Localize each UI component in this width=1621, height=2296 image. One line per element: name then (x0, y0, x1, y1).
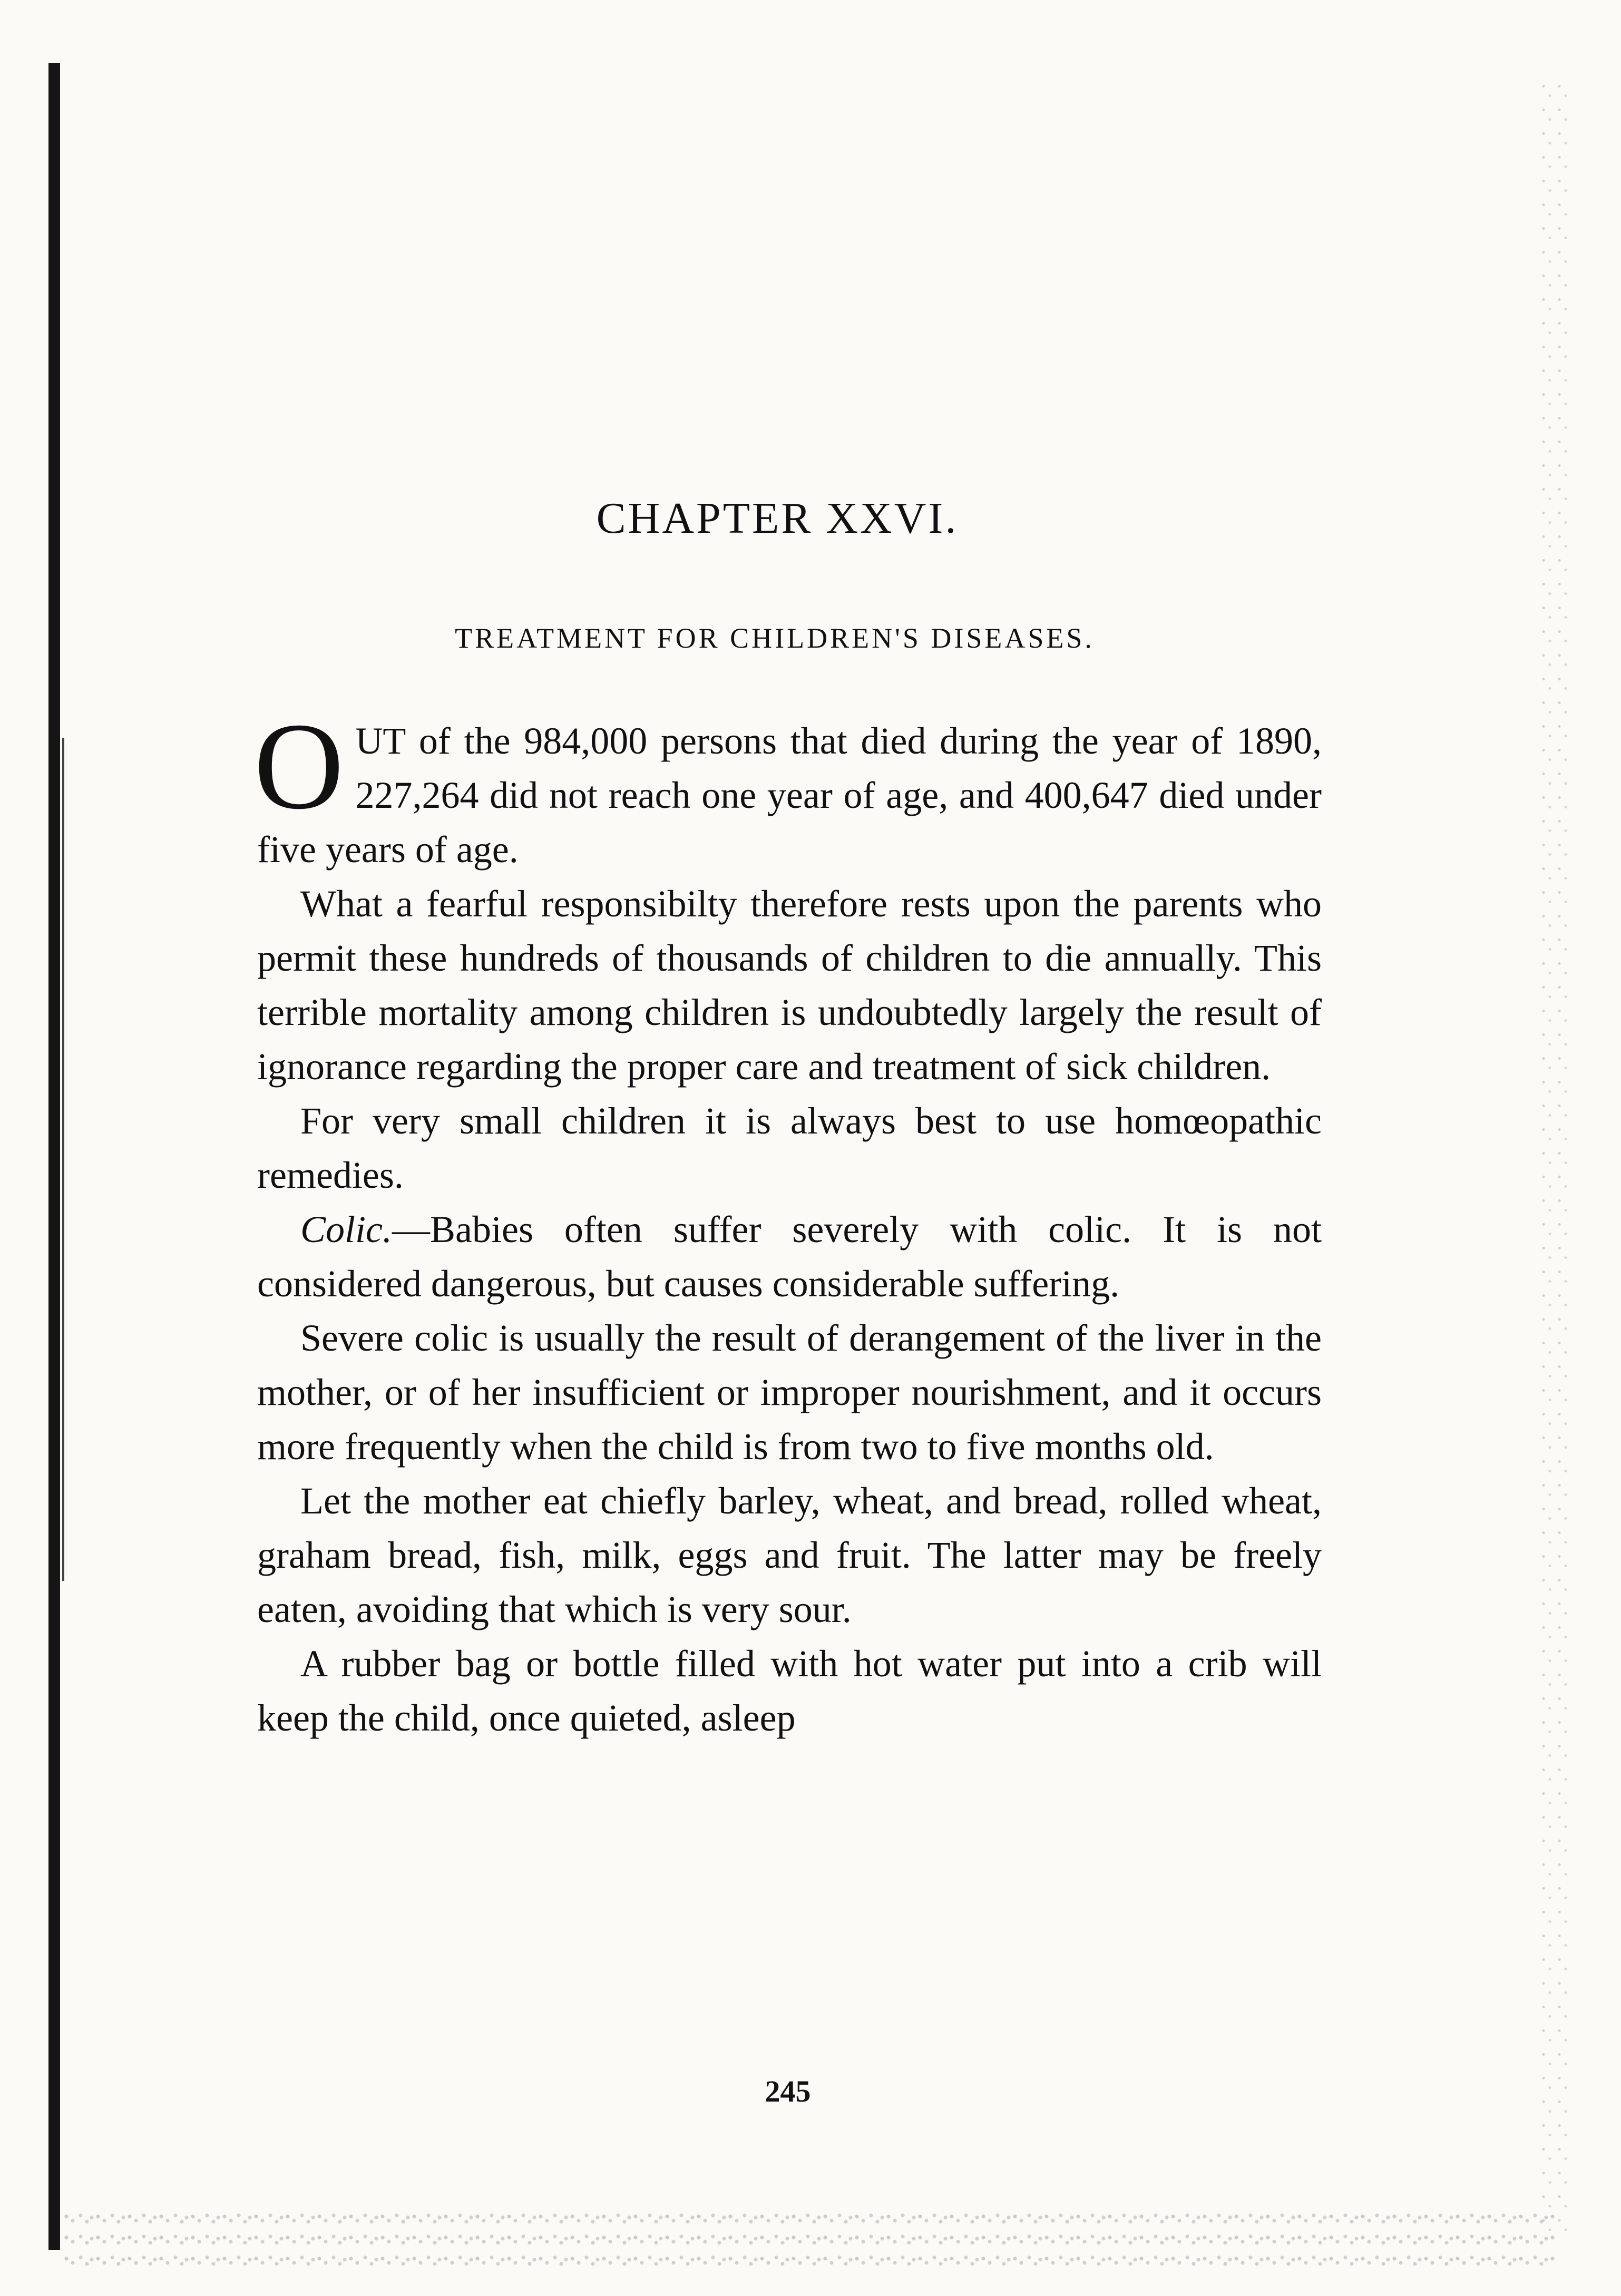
page-number: 245 (765, 2074, 811, 2108)
run-in-heading: Colic. (300, 1208, 392, 1250)
paragraph (257, 1094, 1322, 1203)
scan-noise-right (1539, 79, 1570, 2240)
paragraph-text: —Babies often suffer severely with colic. It is not considered dangerous, but causes considerable suffering. (257, 1208, 1322, 1305)
paragraph (257, 1311, 1322, 1474)
paragraph-text: Let the mother eat chiefly barley, wheat, and bread, rolled wheat, graham bread, fish, milk, eggs and fruit. The latter may be freely eaten, avoiding that which is very sour. (257, 1480, 1322, 1630)
drop-cap: O (254, 698, 344, 835)
paragraph-text: UT of the 984,000 persons that died during the year of 1890, 227,264 did not reach one year of age, and 400,647 died under five years of age. (257, 720, 1322, 871)
chapter-title: CHAPTER XXVI. (596, 494, 959, 543)
paragraph-text: Severe colic is usually the result of derangement of the liver in the mother, or of her insufficient or improper nourishment, and it occurs more frequently when the child is from two to five months old. (257, 1317, 1322, 1468)
paragraph-text: What a fearful responsibilty therefore rests upon the parents who permit these hundreds of thousands of children to die annually. This terrible mortality among children is undoubtedly largely the result of ignorance regarding the proper care and treatment of sick children. (257, 883, 1322, 1088)
scan-edge-line (62, 738, 64, 1581)
paragraph (257, 1637, 1322, 1745)
paragraph (257, 877, 1322, 1094)
scan-noise-bottom (63, 2208, 1555, 2271)
paragraph-text: A rubber bag or bottle filled with hot water put into a crib will keep the child, once quieted, asleep (257, 1643, 1322, 1739)
chapter-subtitle: TREATMENT FOR CHILDREN'S DISEASES. (455, 622, 1095, 654)
paragraph (257, 1474, 1322, 1637)
paragraph (257, 1203, 1322, 1311)
paragraph-text: For very small children it is always best to use homœopathic remedies. (257, 1100, 1322, 1196)
body-text (254, 698, 1322, 1745)
paragraph (254, 698, 1322, 877)
scan-edge-bar (48, 63, 60, 2250)
